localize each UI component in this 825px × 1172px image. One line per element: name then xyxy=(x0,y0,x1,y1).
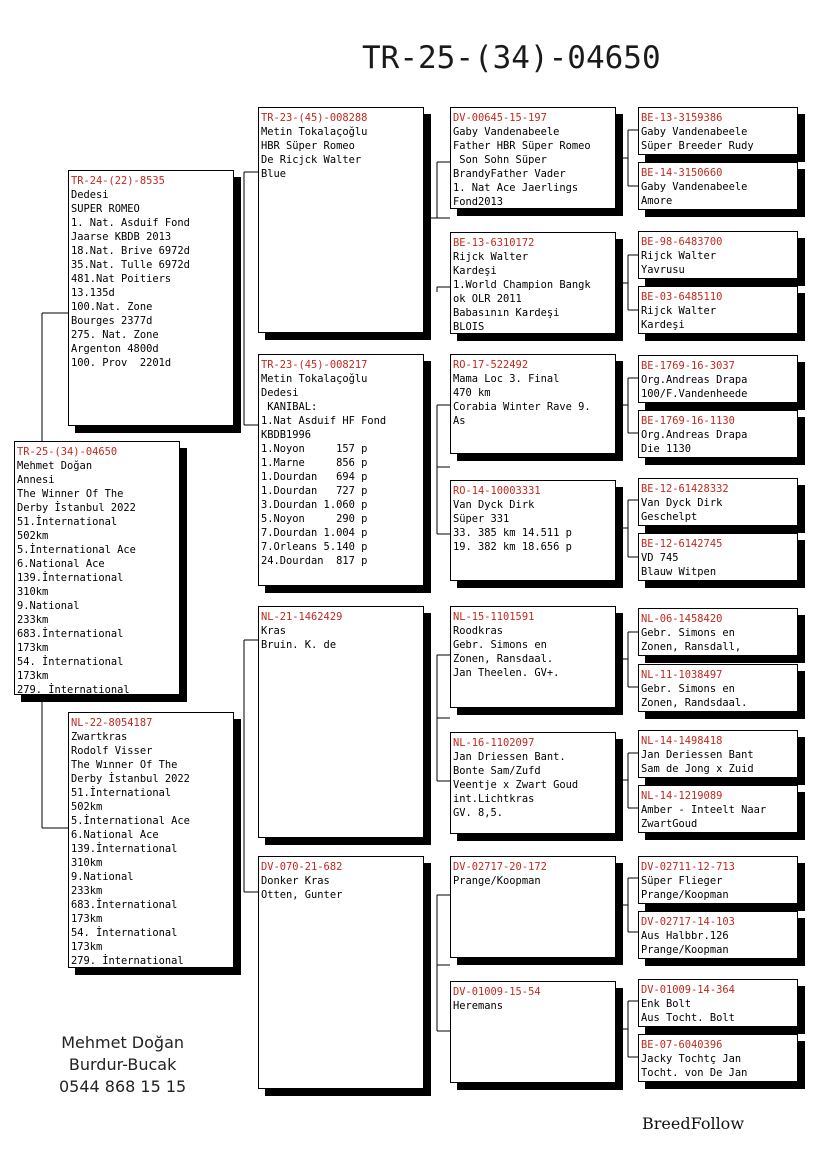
pigeon-info-line: HBR Süper Romeo xyxy=(261,140,355,152)
pigeon-info-line: Kras xyxy=(261,625,287,637)
ring-number: DV-01009-14-364 xyxy=(641,984,735,996)
pigeon-card-g10 xyxy=(638,664,798,712)
pigeon-card-g14 xyxy=(638,911,798,959)
pigeon-info-line: Annesi xyxy=(17,474,55,486)
ring-number: BE-14-3150660 xyxy=(641,167,723,179)
pigeon-info-line: Father HBR Süper Romeo xyxy=(453,140,591,152)
owner-block xyxy=(59,1032,186,1098)
pigeon-info-line: Aus Tocht. Bolt xyxy=(641,1012,735,1024)
pigeon-card-g16 xyxy=(638,1034,798,1082)
ring-number: BE-12-61428332 xyxy=(641,483,729,495)
pigeon-card-g1 xyxy=(638,107,798,155)
pigeon-info-line: 502km xyxy=(71,801,103,813)
ring-number: BE-13-3159386 xyxy=(641,112,723,124)
pigeon-info-line: Metin Tokalaçoğlu xyxy=(261,126,368,138)
ring-number: NL-06-1458420 xyxy=(641,613,723,625)
pigeon-card-dds xyxy=(450,856,616,958)
pigeon-info-line: The Winner Of The xyxy=(17,488,124,500)
ring-number: BE-07-6040396 xyxy=(641,1039,723,1051)
ring-number: DV-070-21-682 xyxy=(261,861,343,873)
pigeon-card-g9 xyxy=(638,608,798,656)
pigeon-card-sds xyxy=(450,354,616,454)
pigeon-info-line: Babasının Kardeşi xyxy=(453,307,560,319)
ring-number: TR-23-(45)-008288 xyxy=(261,112,368,124)
ring-number: NL-15-1101591 xyxy=(453,611,535,623)
pigeon-info-line: 173km xyxy=(17,642,49,654)
pigeon-info-line: Son Sohn Süper xyxy=(453,154,547,166)
ring-number: BE-03-6485110 xyxy=(641,291,723,303)
pigeon-info-line: 173km xyxy=(71,913,103,925)
pigeon-info-line: SUPER ROMEO xyxy=(71,203,140,215)
pigeon-info-line: Gebr. Simons en xyxy=(641,627,735,639)
pigeon-info-line: 7.Orleans 5.140 p xyxy=(261,541,368,553)
ring-number: NL-11-1038497 xyxy=(641,669,723,681)
pigeon-info-line: 275. Nat. Zone xyxy=(71,329,159,341)
pigeon-card-g13 xyxy=(638,856,798,904)
pigeon-info-line: 1.Dourdan 694 p xyxy=(261,471,368,483)
pigeon-info-line: Blauw Witpen xyxy=(641,566,717,578)
pigeon-info-line: Enk Bolt xyxy=(641,998,692,1010)
pigeon-info-line: VD 745 xyxy=(641,552,679,564)
pigeon-info-line: Gebr. Simons en xyxy=(641,683,735,695)
pigeon-info-line: KANIBAL: xyxy=(261,401,318,413)
pigeon-info-line: Veentje x Zwart Goud xyxy=(453,779,579,791)
ring-number: RO-17-522492 xyxy=(453,359,529,371)
pigeon-info-line: Otten, Gunter xyxy=(261,889,343,901)
ring-number: RO-14-10003331 xyxy=(453,485,541,497)
pigeon-info-line: 100. Prov 2201d xyxy=(71,357,172,369)
pigeon-info-line: 3.Dourdan 1.060 p xyxy=(261,499,368,511)
pigeon-info-line: 54. İnternational xyxy=(17,656,124,668)
pigeon-info-line: Zonen, Ransdaal. xyxy=(453,653,554,665)
pigeon-card-dss xyxy=(450,606,616,708)
ring-number: DV-02711-12-713 xyxy=(641,861,735,873)
pigeon-info-line: 1. Nat Ace Jaerlings xyxy=(453,182,579,194)
pigeon-info-line: Amore xyxy=(641,195,673,207)
ring-number: DV-01009-15-54 xyxy=(453,986,541,998)
pigeon-info-line: Kardeşi xyxy=(453,265,497,277)
pigeon-info-line: Tocht. von De Jan xyxy=(641,1067,748,1079)
pigeon-info-line: 310km xyxy=(17,586,49,598)
pigeon-info-line: Argenton 4800d xyxy=(71,343,159,355)
pigeon-info-line: Org.Andreas Drapa xyxy=(641,374,748,386)
pigeon-card-dd xyxy=(258,856,424,1089)
pigeon-info-line: Jan Theelen. GV+. xyxy=(453,667,560,679)
pigeon-info-line: 1.Nat Asduif HF Fond xyxy=(261,415,387,427)
pigeon-info-line: Dedesi xyxy=(71,189,109,201)
pigeon-info-line: 481.Nat Poitiers xyxy=(71,273,172,285)
pigeon-info-line: Derby İstanbul 2022 xyxy=(71,773,190,785)
ring-number: NL-22-8054187 xyxy=(71,717,153,729)
pigeon-info-line: Süper 331 xyxy=(453,513,510,525)
pigeon-card-sire xyxy=(68,170,234,426)
pigeon-info-line: 683.İnternational xyxy=(71,899,178,911)
pigeon-info-line: Dedesi xyxy=(261,387,299,399)
ring-number: TR-25-(34)-04650 xyxy=(17,446,118,458)
pigeon-info-line: Zonen, Randsdaal. xyxy=(641,697,748,709)
pigeon-info-line: Gaby Vandenabeele xyxy=(641,181,748,193)
pigeon-info-line: 502km xyxy=(17,530,49,542)
pigeon-info-line: 24.Dourdan 817 p xyxy=(261,555,368,567)
pigeon-info-line: The Wınner Of The xyxy=(71,759,178,771)
pigeon-info-line: 1.Dourdan 727 p xyxy=(261,485,368,497)
pigeon-info-line: Rijck Walter xyxy=(453,251,529,263)
pigeon-info-line: Jan Deriessen Bant xyxy=(641,749,754,761)
pigeon-info-line: Sam de Jong x Zuid xyxy=(641,763,754,775)
pigeon-card-dam xyxy=(68,712,234,968)
pigeon-card-g5 xyxy=(638,355,798,403)
pigeon-card-ss xyxy=(258,107,424,333)
pigeon-info-line: Rodolf Visser xyxy=(71,745,153,757)
ring-number: BE-98-6483700 xyxy=(641,236,723,248)
ring-number: TR-24-(22)-8535 xyxy=(71,175,165,187)
pigeon-info-line: 139.İnternational xyxy=(17,572,124,584)
pigeon-info-line: Derby İstanbul 2022 xyxy=(17,502,136,514)
pigeon-info-line: 1.Noyon 157 p xyxy=(261,443,368,455)
pigeon-info-line: Roodkras xyxy=(453,625,504,637)
pigeon-info-line: ok OLR 2011 xyxy=(453,293,522,305)
pigeon-card-g8 xyxy=(638,533,798,581)
pigeon-info-line: 100/F.Vandenheede xyxy=(641,388,748,400)
pigeon-info-line: Bruin. K. de xyxy=(261,639,337,651)
pigeon-card-g12 xyxy=(638,785,798,833)
pedigree-title: TR-25-(34)-04650 xyxy=(362,40,661,76)
pigeon-info-line: 13.135d xyxy=(71,287,115,299)
ring-number: BE-1769-16-1130 xyxy=(641,415,735,427)
pigeon-info-line: Bonte Sam/Zufd xyxy=(453,765,541,777)
pigeon-info-line: Gaby Vandenabeele xyxy=(641,126,748,138)
pigeon-info-line: 5.Noyon 290 p xyxy=(261,513,368,525)
ring-number: DV-02717-14-103 xyxy=(641,916,735,928)
pigeon-info-line: Süper Breeder Rudy xyxy=(641,140,754,152)
pigeon-info-line: Donker Kras xyxy=(261,875,330,887)
pigeon-info-line: Blue xyxy=(261,168,287,180)
pigeon-info-line: 19. 382 km 18.656 p xyxy=(453,541,572,553)
pigeon-info-line: Jaarse KBDB 2013 xyxy=(71,231,172,243)
pigeon-info-line: 5.İnternational Ace xyxy=(17,544,136,556)
ring-number: BE-1769-16-3037 xyxy=(641,360,735,372)
pigeon-info-line: Zwartkras xyxy=(71,731,128,743)
pigeon-info-line: De Ricjck Walter xyxy=(261,154,362,166)
pigeon-info-line: Prange/Koopman xyxy=(641,889,729,901)
pigeon-info-line: BLOIS xyxy=(453,321,485,333)
pigeon-card-ssd xyxy=(450,232,616,334)
pigeon-info-line: 279. İnternational xyxy=(17,684,130,695)
pigeon-info-line: 33. 385 km 14.511 p xyxy=(453,527,572,539)
pigeon-info-line: Mehmet Doğan xyxy=(17,460,93,472)
pigeon-info-line: Bourges 2377d xyxy=(71,315,153,327)
pigeon-info-line: 279. İnternational xyxy=(71,955,184,967)
pigeon-info-line: 51.İnternational xyxy=(17,516,118,528)
ring-number: TR-23-(45)-008217 xyxy=(261,359,368,371)
pigeon-info-line: Yavrusu xyxy=(641,264,685,276)
pigeon-info-line: 310km xyxy=(71,857,103,869)
pigeon-info-line: 683.İnternational xyxy=(17,628,124,640)
ring-number: DV-02717-20-172 xyxy=(453,861,547,873)
pigeon-info-line: Aus Halbbr.126 xyxy=(641,930,729,942)
pigeon-info-line: 1.World Champion Bangk xyxy=(453,279,591,291)
pigeon-card-sss xyxy=(450,107,616,209)
pigeon-card-g3 xyxy=(638,231,798,279)
pigeon-info-line: Jacky Tochtç Jan xyxy=(641,1053,742,1065)
pigeon-card-sdd xyxy=(450,480,616,581)
pigeon-info-line: Amber - Inteelt Naar xyxy=(641,804,767,816)
ring-number: BE-13-6310172 xyxy=(453,237,535,249)
owner-phone: 0544 868 15 15 xyxy=(59,1077,187,1096)
pigeon-info-line: Die 1130 xyxy=(641,443,692,455)
pigeon-card-dsd xyxy=(450,732,616,834)
pigeon-info-line: 35.Nat. Tulle 6972d xyxy=(71,259,190,271)
pigeon-info-line: Fond2013 xyxy=(453,196,504,208)
pigeon-card-g6 xyxy=(638,410,798,458)
pigeon-info-line: Jan Driessen Bant. xyxy=(453,751,566,763)
ring-number: DV-00645-15-197 xyxy=(453,112,547,124)
pigeon-info-line: Süper Flieger xyxy=(641,875,723,887)
owner-name: Mehmet Doğan xyxy=(61,1033,185,1052)
pigeon-info-line: 233km xyxy=(17,614,49,626)
pigeon-info-line: Mama Loc 3. Final xyxy=(453,373,560,385)
pigeon-info-line: Zonen, Ransdall, xyxy=(641,641,742,653)
pigeon-card-g2 xyxy=(638,162,798,210)
pigeon-info-line: Van Dyck Dirk xyxy=(453,499,535,511)
pigeon-info-line: 470 km xyxy=(453,387,491,399)
pigeon-info-line: Metin Tokalaçoğlu xyxy=(261,373,368,385)
pigeon-info-line: Heremans xyxy=(453,1000,504,1012)
pigeon-info-line: 233km xyxy=(71,885,103,897)
ring-number: NL-16-1102097 xyxy=(453,737,535,749)
pigeon-card-g4 xyxy=(638,286,798,334)
pigeon-info-line: 7.Dourdan 1.004 p xyxy=(261,527,368,539)
pigeon-info-line: GV. 8,5. xyxy=(453,807,504,819)
pigeon-info-line: 173km xyxy=(71,941,103,953)
pigeon-info-line: 6.National Ace xyxy=(71,829,159,841)
pigeon-info-line: int.Lichtkras xyxy=(453,793,535,805)
pigeon-info-line: Kardeşi xyxy=(641,319,685,331)
pigeon-info-line: Prange/Koopman xyxy=(453,875,541,887)
pigeon-card-ddd xyxy=(450,981,616,1083)
pigeon-info-line: 1.Marne 856 p xyxy=(261,457,368,469)
pigeon-info-line: 9.National xyxy=(17,600,80,612)
pigeon-info-line: ZwartGoud xyxy=(641,818,698,830)
pigeon-info-line: 18.Nat. Brive 6972d xyxy=(71,245,190,257)
pigeon-info-line: 173km xyxy=(17,670,49,682)
pigeon-info-line: Rijck Walter xyxy=(641,305,717,317)
pigeon-card-sd xyxy=(258,354,424,586)
owner-location: Burdur-Bucak xyxy=(68,1055,177,1074)
pigeon-info-line: BrandyFather Vader xyxy=(453,168,566,180)
pigeon-info-line: KBDB1996 xyxy=(261,429,312,441)
pigeon-info-line: Gaby Vandenabeele xyxy=(453,126,560,138)
pigeon-info-line: 139.İnternational xyxy=(71,843,178,855)
pigeon-info-line: 1. Nat. Asduif Fond xyxy=(71,217,190,229)
pigeon-card-g7 xyxy=(638,478,798,526)
pigeon-card-g11 xyxy=(638,730,798,778)
pigeon-info-line: Corabia Winter Rave 9. xyxy=(453,401,591,413)
pigeon-info-line: 54. İnternational xyxy=(71,927,178,939)
pigeon-info-line: 100.Nat. Zone xyxy=(71,301,153,313)
pigeon-card-subject xyxy=(14,441,180,695)
pigeon-info-line: As xyxy=(453,415,466,427)
ring-number: BE-12-6142745 xyxy=(641,538,723,550)
pigeon-info-line: Van Dyck Dirk xyxy=(641,497,723,509)
pigeon-info-line: 5.İnternational Ace xyxy=(71,815,190,827)
ring-number: NL-14-1219089 xyxy=(641,790,723,802)
brand-logo-text: BreedFollow xyxy=(642,1114,745,1133)
ring-number: NL-14-1498418 xyxy=(641,735,723,747)
pigeon-info-line: Org.Andreas Drapa xyxy=(641,429,748,441)
pigeon-info-line: 6.National Ace xyxy=(17,558,105,570)
pigeon-card-g15 xyxy=(638,979,798,1027)
ring-number: NL-21-1462429 xyxy=(261,611,343,623)
pigeon-info-line: Gebr. Simons en xyxy=(453,639,547,651)
pigeon-info-line: Rijck Walter xyxy=(641,250,717,262)
pigeon-info-line: 9.National xyxy=(71,871,134,883)
pigeon-info-line: Prange/Koopman xyxy=(641,944,729,956)
pigeon-card-ds xyxy=(258,606,424,838)
pigeon-info-line: 51.İnternational xyxy=(71,787,172,799)
pigeon-info-line: Geschelpt xyxy=(641,511,698,523)
